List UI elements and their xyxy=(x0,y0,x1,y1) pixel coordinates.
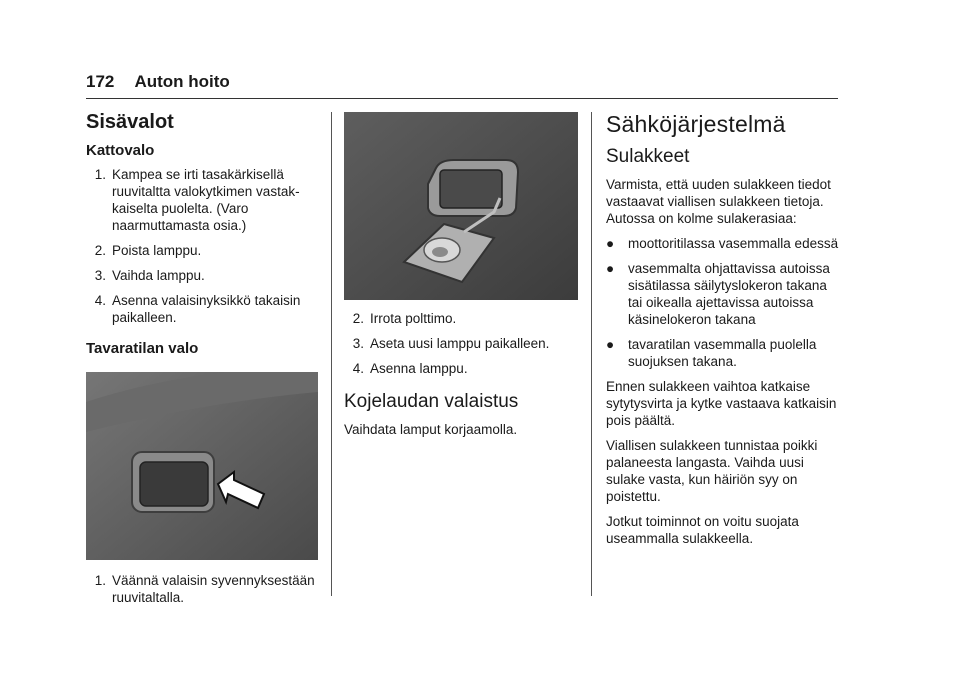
step-item: 3. Aseta uusi lamppu paikalleen. xyxy=(352,336,550,351)
dashboard-lighting-text: Vaihdata lamput korjaamolla. xyxy=(344,422,518,437)
subsection-title-dashboard-lighting: Kojelaudan valaistus xyxy=(344,391,519,412)
section-title-interior-lights: Sisävalot xyxy=(86,111,174,133)
header-rule xyxy=(86,98,838,99)
cargo-light-steps xyxy=(86,572,322,606)
step-item: 4. Asenna valaisinyksikkö takaisin paikalleen. xyxy=(94,293,301,325)
subsection-title-cargo-light: Tavaratilan valo xyxy=(86,340,199,357)
fuses-paragraph-4: Jotkut toiminnot on voitu suojata useammalla sulakkeella. xyxy=(606,514,799,546)
step-item: 2. Irrota polttimo. xyxy=(352,311,457,326)
bulb-removal-photo xyxy=(344,112,578,300)
list-item: ● moottoritilassa vasemmalla edessä xyxy=(606,236,839,251)
column-2 xyxy=(344,112,580,446)
fuses-paragraph-3: Viallisen sulakkeen tunnistaa poikki palaneesta langasta. Vaihda uusi sulake vasta, kun häiriön syy on poistettu. xyxy=(606,438,818,504)
dome-light-steps xyxy=(86,166,322,326)
step-item: 1. Väännä valaisin syvennyksestään ruuvitaltalla. xyxy=(94,573,315,605)
list-item: ● tavaratilan vasemmalla puolella suojuksen takana. xyxy=(606,337,817,369)
bullet-icon: ● xyxy=(606,337,615,352)
subsection-title-dome-light: Kattovalo xyxy=(86,142,155,159)
bulb-steps xyxy=(344,310,580,377)
page-number: 172 xyxy=(86,72,115,91)
chapter-title: Auton hoito xyxy=(134,72,230,91)
step-item: 2. Poista lamppu. xyxy=(94,243,202,258)
cargo-light-photo xyxy=(86,372,318,560)
subsection-title-fuses: Sulakkeet xyxy=(606,146,690,167)
column-divider-2 xyxy=(591,112,592,596)
step-item: 3. Vaihda lamppu. xyxy=(94,268,205,283)
fuses-paragraph-1: Varmista, että uuden sulakkeen tiedot vastaavat viallisen sulakkeen tietoja. Autossa on kolme sulakerasiaa: xyxy=(606,177,831,226)
column-3 xyxy=(606,110,840,555)
list-item: ● vasemmalta ohjattavissa autoissa sisätilassa säilytyslokeron takana tai oikealla ajettavissa autoissa käsinelokeron takana xyxy=(606,261,830,327)
fuses-paragraph-2: Ennen sulakkeen vaihtoa katkaise sytytysvirta ja kytke vastaava katkaisin pois päältä. xyxy=(606,379,837,428)
column-divider-1 xyxy=(331,112,332,596)
bullet-icon: ● xyxy=(606,236,615,251)
page-header xyxy=(86,72,230,92)
step-item: 4. Asenna lamppu. xyxy=(352,361,468,376)
bullet-icon: ● xyxy=(606,261,615,276)
section-title-electrical-system: Sähköjärjestelmä xyxy=(606,111,786,137)
column-1 xyxy=(86,110,322,614)
step-item: 1. Kampea se irti tasakärkisellä ruuvitaltta valokytkimen vastakkaiselta puolelta. (Varo naarmuttamasta osia.) xyxy=(94,167,300,233)
fuse-box-list xyxy=(606,235,840,370)
